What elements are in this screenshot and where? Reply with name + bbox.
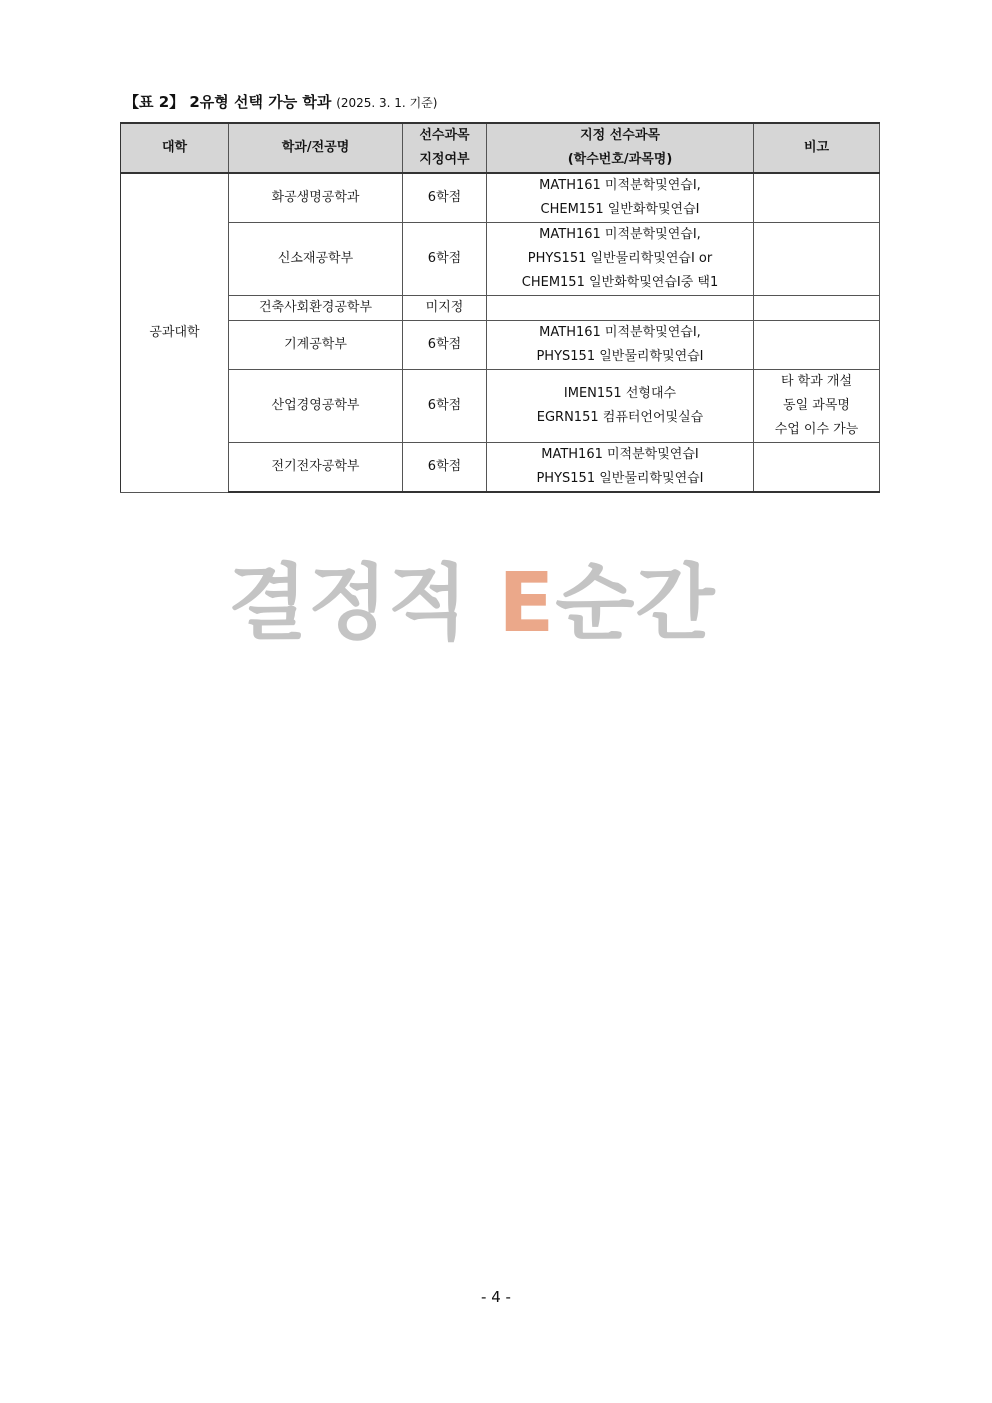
note-cell [754,370,880,443]
course-line: PHYS151 일반물리학및연습Ⅰ [536,471,704,486]
note-line: 타 학과 개설 [780,374,853,389]
table-row [121,223,880,296]
caption-date: (2025. 3. 1. 기준) [336,96,438,110]
watermark-text: 순간 [555,556,716,651]
note-cell [754,296,880,321]
dept-cell: 기계공학부 [229,321,403,370]
course-line: PHYS151 일반물리학및연습Ⅰ [536,349,704,364]
caption-title: 【표 2】 2유형 선택 가능 학과 [124,93,332,111]
course-line: MATH161 미적분학및연습Ⅰ [541,447,699,462]
course-line: MATH161 미적분학및연습Ⅰ, [539,178,701,193]
dept-cell: 신소재공학부 [229,223,403,296]
designated-cell: 6학점 [403,173,487,223]
header-designated-line: 지정여부 [419,152,470,167]
note-cell [754,173,880,223]
header-dept: 학과/전공명 [229,123,403,173]
table-row [121,321,880,370]
course-line: CHEM151 일반화학및연습Ⅰ [540,202,700,217]
courses-cell [487,443,754,493]
header-courses [487,123,754,173]
page-number: - 4 - [481,1288,511,1306]
table-row [121,296,880,321]
course-line: MATH161 미적분학및연습Ⅰ, [539,325,701,340]
header-courses-line: 지정 선수과목 [580,128,660,143]
courses-cell [487,173,754,223]
note-line: 동일 과목명 [783,398,850,413]
note-cell [754,321,880,370]
note-cell [754,223,880,296]
designated-cell: 미지정 [403,296,487,321]
header-note: 비고 [754,123,880,173]
dept-cell: 산업경영공학부 [229,370,403,443]
designated-cell: 6학점 [403,443,487,493]
table-caption [124,91,437,112]
table-row [121,443,880,493]
watermark-e: E [498,556,556,651]
dept-cell: 화공생명공학과 [229,173,403,223]
designated-cell: 6학점 [403,370,487,443]
header-designated-line: 선수과목 [419,128,470,143]
header-designated [403,123,487,173]
courses-cell [487,223,754,296]
course-line: IMEN151 선형대수 [563,386,677,401]
course-line: CHEM151 일반화학및연습Ⅰ중 택1 [521,275,719,290]
courses-cell [487,321,754,370]
watermark [228,538,716,655]
department-table [120,122,880,493]
table-row [121,173,880,223]
header-row [121,123,880,173]
dept-cell: 건축사회환경공학부 [229,296,403,321]
designated-cell: 6학점 [403,223,487,296]
note-line: 수업 이수 가능 [774,422,859,437]
courses-cell [487,296,754,321]
course-line: EGRN151 컴퓨터언어및실습 [536,410,704,425]
college-cell: 공과대학 [121,173,229,492]
note-cell [754,443,880,493]
designated-cell: 6학점 [403,321,487,370]
course-line: MATH161 미적분학및연습Ⅰ, [539,227,701,242]
table-row [121,370,880,443]
header-courses-line: (학수번호/과목명) [567,152,673,167]
header-college: 대학 [121,123,229,173]
courses-cell [487,370,754,443]
watermark-text: 결정적 [228,556,499,651]
course-line: PHYS151 일반물리학및연습Ⅰ or [527,251,713,266]
dept-cell: 전기전자공학부 [229,443,403,493]
